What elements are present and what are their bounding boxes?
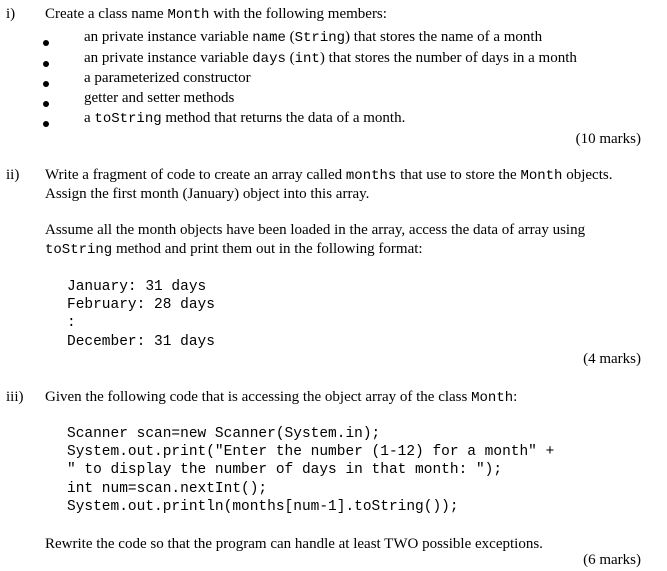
text: a parameterized constructor [84, 70, 251, 86]
text: Given the following code that is accessing the object array of the class [45, 389, 472, 405]
text: ) that stores the number of days in a month [319, 50, 577, 66]
code-word: int [294, 51, 320, 67]
text: objects. [562, 167, 613, 183]
text: method that returns the data of a month. [161, 110, 406, 126]
code-line: " to display the number of days in that month: "); [67, 462, 503, 478]
code-word: days [252, 51, 286, 67]
code-word: name [252, 30, 286, 46]
text: getter and setter methods [84, 90, 235, 106]
question-text [45, 167, 612, 184]
question-intro [45, 389, 517, 406]
output-line: February: 28 days [67, 297, 215, 313]
bullet-item [84, 110, 405, 127]
bullet-dot [43, 101, 49, 107]
text: ( [285, 50, 295, 66]
output-line: December: 31 days [67, 334, 215, 350]
code-word: String [294, 30, 346, 46]
text: with the following members: [209, 6, 387, 22]
text: Write a fragment of code to create an array called [45, 167, 346, 183]
bullet-item [84, 70, 251, 87]
code-line: System.out.println(months[num-1].toString()); [67, 499, 459, 515]
marks-label: (6 marks) [583, 552, 641, 568]
question-text: Assume all the month objects have been loaded in the array, access the data of array using [45, 222, 586, 238]
code-word: Month [167, 7, 210, 23]
text: Create a class name [45, 6, 168, 22]
code-line: int num=scan.nextInt(); [67, 481, 268, 497]
bullet-dot [43, 81, 49, 87]
code-word: toString [45, 242, 113, 258]
question-number: iii) [6, 389, 24, 405]
bullet-item [84, 29, 542, 46]
code-word: toString [94, 111, 162, 127]
question-text: Assign the first month (January) object into this array. [45, 186, 370, 202]
code-line: Scanner scan=new Scanner(System.in); [67, 426, 381, 442]
code-line: System.out.print("Enter the number (1-12) for a month" + [67, 444, 555, 460]
text: ( [285, 29, 295, 45]
text: that use to store the [396, 167, 521, 183]
text: method and print them out in the following format: [112, 241, 423, 257]
question-text [45, 241, 423, 258]
marks-label: (4 marks) [583, 351, 641, 367]
bullet-dot [43, 40, 49, 46]
bullet-dot [43, 121, 49, 127]
text: an private instance variable [84, 29, 253, 45]
text: a [84, 110, 95, 126]
bullet-item [84, 90, 234, 107]
output-line: January: 31 days [67, 279, 207, 295]
question-number: i) [6, 6, 16, 22]
question-intro [45, 6, 387, 23]
bullet-dot [43, 61, 49, 67]
text: : [513, 389, 518, 405]
text: ) that stores the name of a month [345, 29, 543, 45]
code-word: Month [520, 168, 563, 184]
code-word: Month [471, 390, 514, 406]
text: an private instance variable [84, 50, 253, 66]
output-line: : [67, 315, 76, 331]
bullet-item [84, 50, 577, 67]
code-word: months [345, 168, 397, 184]
marks-label: (10 marks) [575, 131, 641, 147]
question-number: ii) [6, 167, 20, 183]
question-text: Rewrite the code so that the program can handle at least TWO possible exceptions. [45, 536, 543, 552]
